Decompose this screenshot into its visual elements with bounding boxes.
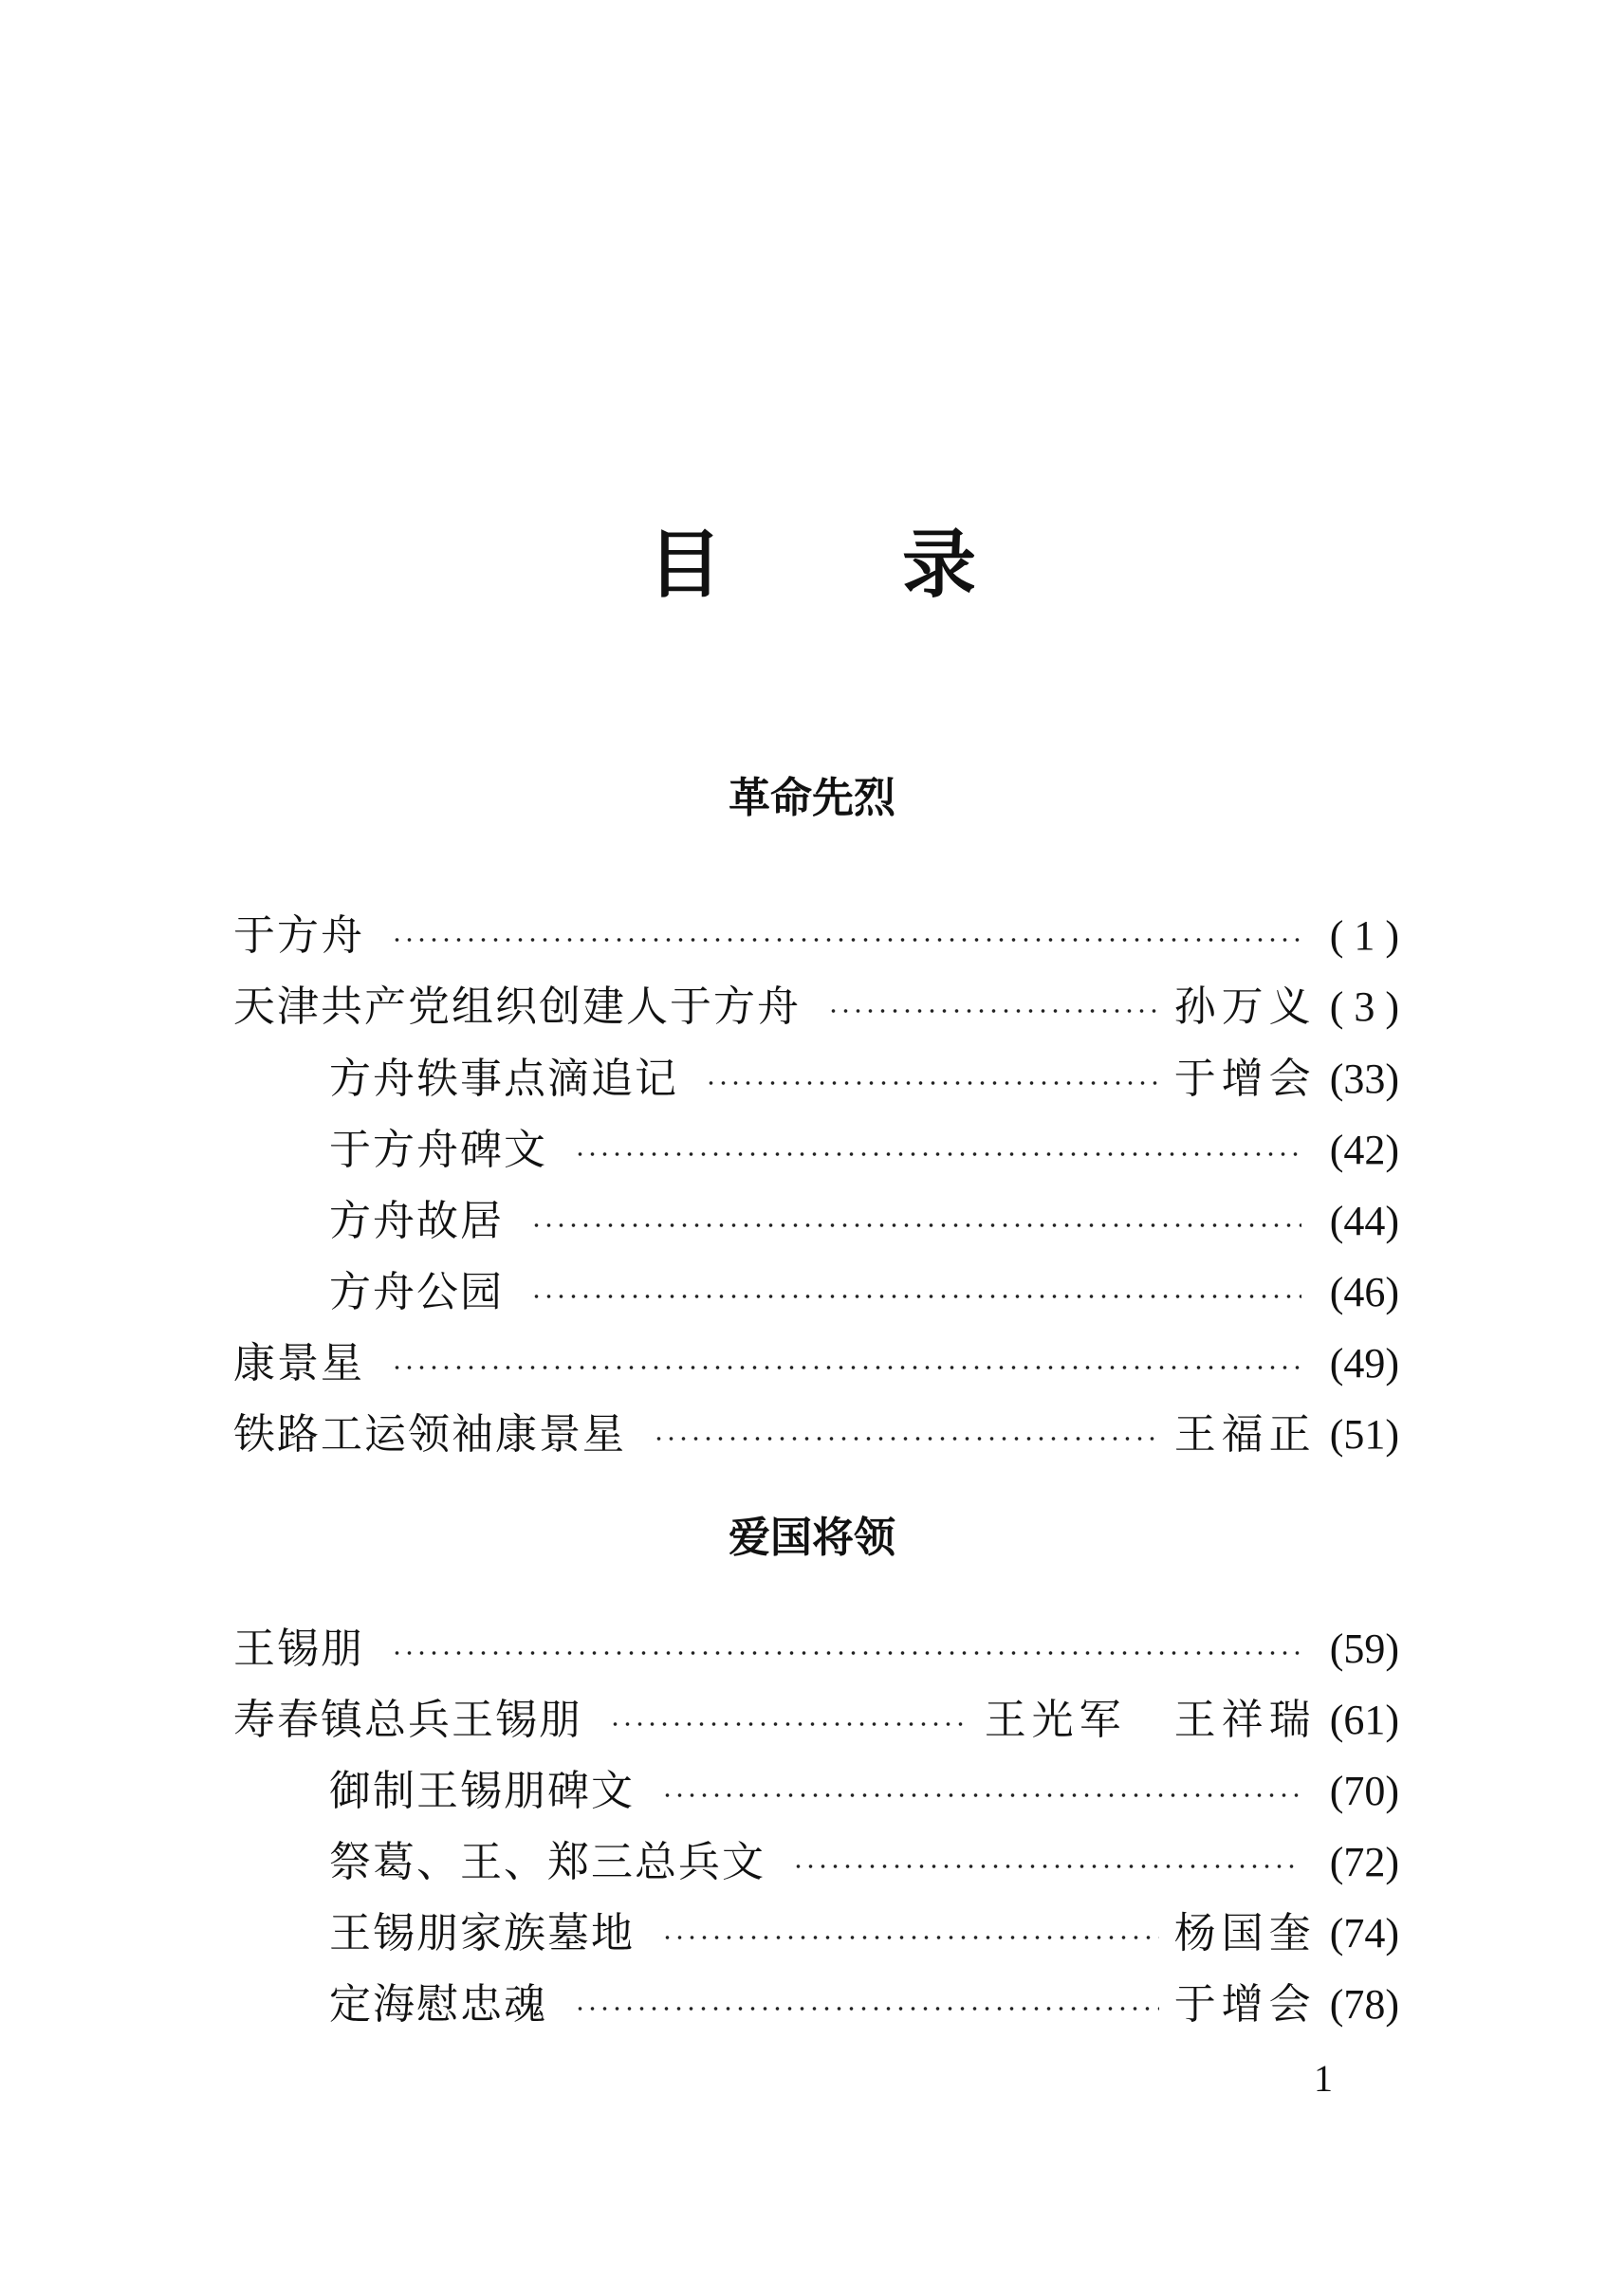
toc-entry[interactable]: [329, 1828, 1399, 1897]
dot-leader: [653, 1436, 1159, 1442]
entry-author: 于增会: [1173, 1055, 1317, 1103]
entry-page-number: (49): [1329, 1340, 1399, 1387]
dot-leader: [530, 1222, 1301, 1228]
page-title: [0, 518, 1624, 613]
entry-page-number: ( 3 ): [1329, 983, 1399, 1030]
page-number: 1: [1314, 2057, 1333, 2100]
entry-author: 孙万义: [1173, 983, 1317, 1031]
dot-leader: [391, 1650, 1301, 1656]
entry-title: 王锡朋: [233, 1625, 364, 1673]
toc-entry[interactable]: [329, 1900, 1399, 1968]
entry-title: 于方舟: [233, 911, 364, 960]
entry-page-number: (61): [1329, 1697, 1399, 1743]
dot-leader: [827, 1008, 1159, 1014]
toc-entry[interactable]: [329, 1116, 1399, 1185]
dot-leader: [705, 1080, 1159, 1086]
entry-title: 王锡朋家族墓地: [329, 1909, 635, 1957]
entry-title: 于方舟碑文: [329, 1126, 547, 1174]
toc-entry[interactable]: [329, 1757, 1399, 1826]
toc-entry[interactable]: [329, 1045, 1399, 1113]
entry-title: 定海慰忠魂: [329, 1980, 547, 2029]
toc-entry[interactable]: [233, 1330, 1399, 1398]
title-char-2: 录: [902, 523, 977, 608]
dot-leader: [609, 1721, 969, 1727]
entry-page-number: (33): [1329, 1056, 1399, 1102]
entry-title: 寿春镇总兵王锡朋: [233, 1696, 582, 1744]
entry-title: 方舟轶事点滴追记: [329, 1055, 678, 1103]
entry-page-number: (72): [1329, 1839, 1399, 1885]
entry-page-number: (51): [1329, 1411, 1399, 1458]
entry-page-number: (44): [1329, 1198, 1399, 1244]
entry-author: 王光军 王祥瑞: [984, 1696, 1317, 1744]
entry-title: 祭葛、王、郑三总兵文: [329, 1838, 766, 1886]
entry-title: 康景星: [233, 1339, 364, 1387]
dot-leader: [661, 1792, 1301, 1798]
entry-title: 御制王锡朋碑文: [329, 1767, 635, 1815]
section-heading-revolutionary-martyrs: 革命先烈: [729, 774, 895, 822]
toc-entry[interactable]: [329, 1258, 1399, 1327]
section-heading-patriotic-generals: 爱国将领: [729, 1514, 895, 1562]
entry-page-number: (74): [1329, 1910, 1399, 1956]
entry-author: 杨国奎: [1173, 1909, 1317, 1957]
entry-page-number: ( 1 ): [1329, 912, 1399, 959]
toc-entry[interactable]: [233, 902, 1399, 970]
entry-title: 铁路工运领袖康景星: [233, 1410, 626, 1459]
dot-leader: [391, 1365, 1301, 1370]
title-char-1: 目: [647, 523, 722, 608]
entry-title: 方舟故居: [329, 1197, 504, 1245]
entry-page-number: (78): [1329, 1981, 1399, 2028]
dot-leader: [574, 2006, 1159, 2011]
dot-leader: [530, 1294, 1301, 1299]
dot-leader: [792, 1864, 1301, 1869]
entry-title: 天津共产党组织创建人于方舟: [233, 983, 801, 1031]
entry-page-number: (59): [1329, 1626, 1399, 1672]
entry-title: 方舟公园: [329, 1268, 504, 1316]
dot-leader: [574, 1151, 1301, 1157]
toc-entry[interactable]: [329, 1187, 1399, 1256]
toc-entry[interactable]: [329, 1971, 1399, 2039]
entry-author: 于增会: [1173, 1980, 1317, 2029]
entry-page-number: (46): [1329, 1269, 1399, 1315]
toc-entry[interactable]: [233, 1686, 1399, 1754]
dot-leader: [391, 937, 1301, 943]
toc-entry[interactable]: [233, 1401, 1399, 1469]
toc-entry[interactable]: [233, 1615, 1399, 1683]
entry-author: 王福正: [1173, 1410, 1317, 1459]
entry-page-number: (42): [1329, 1127, 1399, 1173]
entry-page-number: (70): [1329, 1768, 1399, 1814]
toc-entry[interactable]: [233, 973, 1399, 1041]
dot-leader: [661, 1935, 1159, 1940]
